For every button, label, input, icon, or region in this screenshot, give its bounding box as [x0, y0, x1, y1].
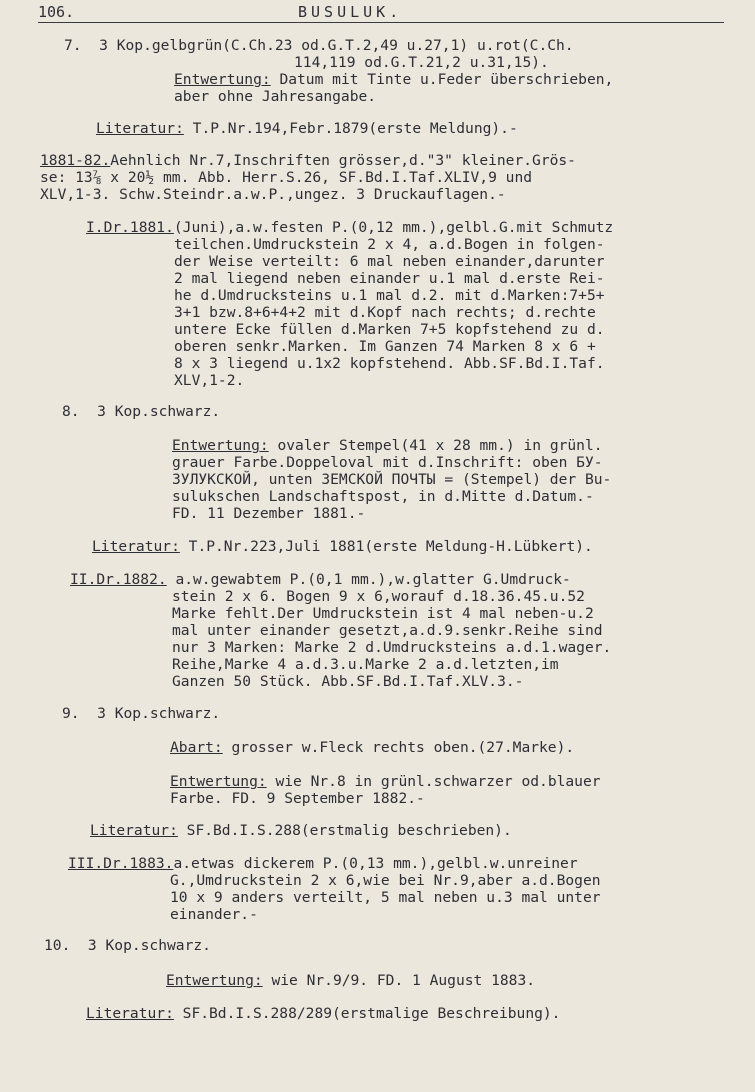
entry-1881-82-line-2: se: 13⅞ x 20½ mm. Abb. Herr.S.26, SF.Bd.I.Taf.XLIV,9 und	[40, 169, 533, 186]
literature-label: Literatur:	[96, 120, 184, 137]
printing-3-line: 10 x 9 anders verteilt, 5 mal neben u.3 mal unter	[170, 889, 601, 906]
cancellation-label: Entwertung:	[166, 972, 263, 989]
page-header	[38, 2, 724, 23]
cancellation-label: Entwertung:	[172, 437, 269, 454]
printing-3-line-1	[68, 856, 578, 873]
entry-8-literature	[92, 539, 593, 556]
entry-7-line-2: 114,119 od.G.T.21,2 u.31,15).	[294, 54, 549, 71]
literature-text: SF.Bd.I.S.288(erstmalig beschrieben).	[177, 822, 512, 839]
cancellation-label: Entwertung:	[174, 71, 271, 88]
printing-1-line: 8 x 3 liegend u.1x2 kopfstehend. Abb.SF.Bd.I.Taf.	[174, 355, 605, 372]
entry-9-cancellation	[170, 774, 601, 791]
variety-text: grosser w.Fleck rechts oben.(27.Marke).	[222, 739, 575, 756]
entry-9-variety	[170, 740, 574, 757]
printing-2-line: stein 2 x 6. Bogen 9 x 6,worauf d.18.36.45.u.52	[172, 588, 585, 605]
printing-2-line: Reihe,Marke 4 a.d.3.u.Marke 2 a.d.letzten,im	[172, 656, 559, 673]
cancellation-text: wie Nr.9/9. FD. 1 August 1883.	[262, 972, 536, 989]
printing-2-label: II.Dr.1882.	[70, 571, 167, 588]
entry-7-cancellation-line-2: aber ohne Jahresangabe.	[174, 88, 377, 105]
printing-1-line: 2 mal liegend neben einander u.1 mal d.erste Rei-	[174, 270, 605, 287]
entry-8-cancellation-line: sulukschen Landschaftspost, in d.Mitte d.Datum.-	[172, 488, 594, 505]
printing-2-line: nur 3 Marken: Marke 2 d.Umdrucksteins a.d.1.wager.	[172, 639, 612, 656]
issue-description: Aehnlich Nr.7,Inschriften grösser,d."3" kleiner.Grös-	[110, 152, 576, 169]
printing-2-line-1	[70, 572, 571, 589]
entry-10-line-1: 10. 3 Kop.schwarz.	[44, 937, 211, 954]
entry-10-cancellation	[166, 973, 535, 990]
printing-1-line: der Weise verteilt: 6 mal neben einander,darunter	[174, 253, 605, 270]
printing-1-line: XLV,1-2.	[174, 372, 245, 389]
printing-2-line: mal unter einander gesetzt,a.d.9.senkr.Reihe sind	[172, 622, 603, 639]
entry-8-cancellation-line: FD. 11 Dezember 1881.-	[172, 505, 366, 522]
printing-1-line: untere Ecke füllen d.Marken 7+5 kopfstehend zu d.	[174, 321, 605, 338]
variety-label: Abart:	[170, 739, 223, 756]
literature-text: SF.Bd.I.S.288/289(erstmalige Beschreibung).	[173, 1005, 561, 1022]
entry-8-cancellation-line: ЗУЛУКСКОЙ, unten ЗЕМСКОЙ ПОЧТЫ = (Stempel) der Bu-	[172, 471, 612, 488]
entry-9-cancellation-line-2: Farbe. FD. 9 September 1882.-	[170, 790, 425, 807]
page-number: 106.	[38, 3, 75, 21]
printing-3-line: einander.-	[170, 906, 258, 923]
literature-label: Literatur:	[86, 1005, 174, 1022]
entry-9-line-1: 9. 3 Kop.schwarz.	[62, 705, 221, 722]
printing-1-text: (Juni),a.w.festen P.(0,12 mm.),gelbl.G.mit Schmutz	[173, 219, 614, 236]
issue-year-label: 1881-82.	[40, 152, 111, 169]
printing-1-line: oberen senkr.Marken. Im Ganzen 74 Marken 8 x 6 +	[174, 338, 596, 355]
literature-label: Literatur:	[90, 822, 178, 839]
cancellation-text: Datum mit Tinte u.Feder überschrieben,	[270, 71, 614, 88]
cancellation-label: Entwertung:	[170, 773, 267, 790]
entry-8-cancellation-line: grauer Farbe.Doppeloval mit d.Inschrift: oben БУ-	[172, 454, 603, 471]
entry-1881-82-line-1	[40, 153, 576, 170]
entry-1881-82-line-3: XLV,1-3. Schw.Steindr.a.w.P.,ungez. 3 Druckauflagen.-	[40, 186, 506, 203]
printing-2-line: Ganzen 50 Stück. Abb.SF.Bd.I.Taf.XLV.3.-	[172, 673, 524, 690]
printing-1-line: teilchen.Umdruckstein 2 x 4, a.d.Bogen in folgen-	[174, 236, 605, 253]
entry-7-literature	[96, 121, 518, 138]
entry-7-line-1: 7. 3 Kop.gelbgrün(C.Ch.23 od.G.T.2,49 u.27,1) u.rot(C.Ch.	[64, 37, 574, 54]
literature-text: T.P.Nr.223,Juli 1881(erste Meldung-H.Lübkert).	[179, 538, 593, 555]
entry-8-line-1: 8. 3 Kop.schwarz.	[62, 403, 221, 420]
entry-8-cancellation	[172, 438, 603, 455]
page-title: BUSULUK.	[298, 3, 403, 21]
cancellation-text: wie Nr.8 in grünl.schwarzer od.blauer	[266, 773, 601, 790]
printing-3-text: a.etwas dickerem P.(0,13 mm.),gelbl.w.unreiner	[173, 855, 578, 872]
printing-1-label: I.Dr.1881.	[86, 219, 174, 236]
printing-3-line: G.,Umdruckstein 2 x 6,wie bei Nr.9,aber a.d.Bogen	[170, 872, 601, 889]
literature-text: T.P.Nr.194,Febr.1879(erste Meldung).-	[183, 120, 518, 137]
printing-1-line: he d.Umdrucksteins u.1 mal d.2. mit d.Marken:7+5+	[174, 287, 605, 304]
cancellation-text: ovaler Stempel(41 x 28 mm.) in grünl.	[268, 437, 603, 454]
printing-3-label: III.Dr.1883.	[68, 855, 174, 872]
printing-2-text: a.w.gewabtem P.(0,1 mm.),w.glatter G.Umdruck-	[166, 571, 571, 588]
printing-1-line: 3+1 bzw.8+6+4+2 mit d.Kopf nach rechts; d.rechte	[174, 304, 596, 321]
entry-10-literature	[86, 1006, 560, 1023]
entry-9-literature	[90, 823, 512, 840]
entry-7-cancellation	[174, 72, 613, 89]
literature-label: Literatur:	[92, 538, 180, 555]
printing-1-line-1	[86, 220, 613, 237]
printing-2-line: Marke fehlt.Der Umdruckstein ist 4 mal neben-u.2	[172, 605, 594, 622]
